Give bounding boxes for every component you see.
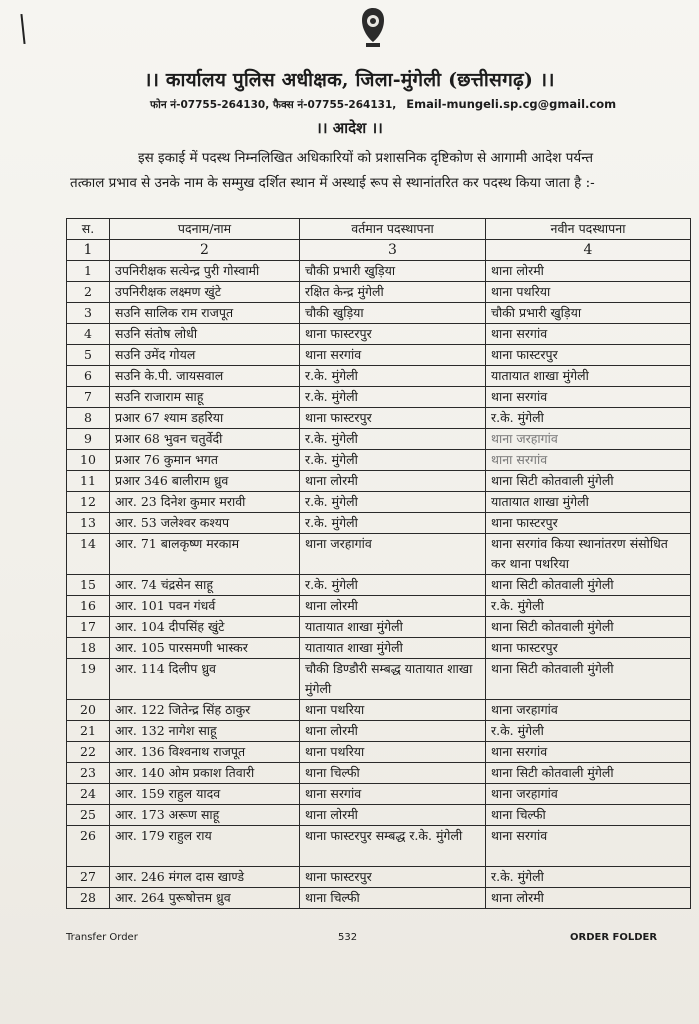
- name-cell: आर. 104 दीपसिंह खुंटे: [110, 617, 300, 638]
- new-posting-cell: यातायात शाखा मुंगेली: [486, 366, 691, 387]
- table-row: [67, 366, 691, 387]
- current-posting-cell: थाना जरहागांव: [300, 534, 486, 575]
- name-cell: आर. 105 पारसमणी भास्कर: [110, 638, 300, 659]
- name-cell: सउनि संतोष लोधी: [110, 324, 300, 345]
- name-cell: उपनिरीक्षक लक्ष्मण खुंटे: [110, 282, 300, 303]
- serial-cell: 10: [67, 450, 110, 471]
- name-cell: आर. 173 अरूण साहू: [110, 805, 300, 826]
- email-address: Email-mungeli.sp.cg@gmail.com: [406, 97, 617, 111]
- name-cell: सउनि के.पी. जायसवाल: [110, 366, 300, 387]
- serial-cell: 25: [67, 805, 110, 826]
- police-emblem-icon: [358, 6, 388, 50]
- current-posting-cell: चौकी प्रभारी खुड़िया: [300, 261, 486, 282]
- header-new-posting: नवीन पदस्थापना: [486, 219, 691, 240]
- serial-cell: 7: [67, 387, 110, 408]
- table-row: [67, 303, 691, 324]
- new-posting-cell: थाना पथरिया: [486, 282, 691, 303]
- table-row: [67, 721, 691, 742]
- serial-cell: 17: [67, 617, 110, 638]
- table-row: [67, 387, 691, 408]
- intro-line-2: तत्काल प्रभाव से उनके नाम के सम्मुख दर्शित स्थान में अस्थाई रूप से स्थानांतरित कर पदस्थ किया जाता है :-: [70, 175, 595, 191]
- name-cell: आर. 136 विश्वनाथ राजपूत: [110, 742, 300, 763]
- new-posting-cell: थाना जरहागांव: [486, 429, 691, 450]
- name-cell: आर. 23 दिनेश कुमार मरावी: [110, 492, 300, 513]
- column-number: 4: [486, 240, 691, 261]
- new-posting-cell: र.के. मुंगेली: [486, 408, 691, 429]
- new-posting-cell: थाना लोरमी: [486, 888, 691, 909]
- new-posting-cell: थाना सिटी कोतवाली मुंगेली: [486, 471, 691, 492]
- serial-cell: 18: [67, 638, 110, 659]
- new-posting-cell: थाना सिटी कोतवाली मुंगेली: [486, 659, 691, 700]
- name-cell: आर. 159 राहुल यादव: [110, 784, 300, 805]
- table-row: [67, 617, 691, 638]
- current-posting-cell: थाना चिल्फी: [300, 888, 486, 909]
- new-posting-cell: थाना चिल्फी: [486, 805, 691, 826]
- new-posting-cell: थाना सरगांव: [486, 387, 691, 408]
- serial-cell: 26: [67, 826, 110, 867]
- new-posting-cell: थाना फास्टरपुर: [486, 638, 691, 659]
- current-posting-cell: थाना सरगांव: [300, 345, 486, 366]
- table-row: [67, 408, 691, 429]
- new-posting-cell: र.के. मुंगेली: [486, 867, 691, 888]
- pen-mark: [20, 14, 25, 44]
- new-posting-cell: र.के. मुंगेली: [486, 596, 691, 617]
- table-row: [67, 596, 691, 617]
- new-posting-cell: थाना सरगांव: [486, 450, 691, 471]
- table-row: [67, 659, 691, 700]
- new-posting-cell: यातायात शाखा मुंगेली: [486, 492, 691, 513]
- current-posting-cell: थाना फास्टरपुर: [300, 408, 486, 429]
- serial-cell: 6: [67, 366, 110, 387]
- serial-cell: 21: [67, 721, 110, 742]
- footer-page-number: 532: [338, 932, 358, 943]
- new-posting-cell: थाना सरगांव किया स्थानांतरण संसोधित कर थाना पथरिया: [486, 534, 691, 575]
- column-number: 1: [67, 240, 110, 261]
- new-posting-cell: चौकी प्रभारी खुड़िया: [486, 303, 691, 324]
- serial-cell: 23: [67, 763, 110, 784]
- name-cell: आर. 53 जलेश्वर कश्यप: [110, 513, 300, 534]
- footer-order-folder: ORDER FOLDER: [570, 932, 658, 943]
- current-posting-cell: चौकी खुड़िया: [300, 303, 486, 324]
- table-header-row: [67, 219, 691, 240]
- table-row: [67, 888, 691, 909]
- current-posting-cell: चौकी डिण्डौरी सम्बद्ध यातायात शाखा मुंगेली: [300, 659, 486, 700]
- new-posting-cell: थाना सिटी कोतवाली मुंगेली: [486, 763, 691, 784]
- serial-cell: 20: [67, 700, 110, 721]
- current-posting-cell: थाना चिल्फी: [300, 763, 486, 784]
- table-row: [67, 492, 691, 513]
- new-posting-cell: थाना जरहागांव: [486, 700, 691, 721]
- current-posting-cell: थाना पथरिया: [300, 700, 486, 721]
- current-posting-cell: थाना सरगांव: [300, 784, 486, 805]
- name-cell: सउनि उमेंद गोयल: [110, 345, 300, 366]
- table-row: [67, 429, 691, 450]
- serial-cell: 2: [67, 282, 110, 303]
- current-posting-cell: र.के. मुंगेली: [300, 575, 486, 596]
- header-current-posting: वर्तमान पदस्थापना: [300, 219, 486, 240]
- table-row: [67, 282, 691, 303]
- serial-cell: 19: [67, 659, 110, 700]
- name-cell: प्रआर 67 श्याम डहरिया: [110, 408, 300, 429]
- table-row: [67, 471, 691, 492]
- table-body: [67, 261, 691, 909]
- name-cell: आर. 132 नागेश साहू: [110, 721, 300, 742]
- new-posting-cell: थाना सरगांव: [486, 324, 691, 345]
- name-cell: प्रआर 76 कुमान भगत: [110, 450, 300, 471]
- new-posting-cell: थाना सिटी कोतवाली मुंगेली: [486, 617, 691, 638]
- column-number: 2: [110, 240, 300, 261]
- serial-cell: 5: [67, 345, 110, 366]
- name-cell: आर. 246 मंगल दास खाण्डे: [110, 867, 300, 888]
- serial-cell: 15: [67, 575, 110, 596]
- transfer-table: [66, 218, 691, 909]
- table-row: [67, 742, 691, 763]
- table-row: [67, 534, 691, 575]
- serial-cell: 27: [67, 867, 110, 888]
- name-cell: आर. 71 बालकृष्ण मरकाम: [110, 534, 300, 575]
- table-row: [67, 345, 691, 366]
- current-posting-cell: यातायात शाखा मुंगेली: [300, 638, 486, 659]
- current-posting-cell: थाना लोरमी: [300, 805, 486, 826]
- name-cell: सउनि राजाराम साहू: [110, 387, 300, 408]
- current-posting-cell: थाना लोरमी: [300, 721, 486, 742]
- table-row: [67, 805, 691, 826]
- new-posting-cell: थाना जरहागांव: [486, 784, 691, 805]
- name-cell: आर. 114 दिलीप ध्रुव: [110, 659, 300, 700]
- name-cell: आर. 264 पुरूषोत्तम ध्रुव: [110, 888, 300, 909]
- current-posting-cell: थाना लोरमी: [300, 471, 486, 492]
- office-title: ।। कार्यालय पुलिस अधीक्षक, जिला-मुंगेली (छत्तीसगढ़) ।।: [144, 69, 555, 91]
- serial-cell: 9: [67, 429, 110, 450]
- phone-fax: फोन नं-07755-264130, फैक्स नं-07755-264131,: [150, 99, 397, 111]
- new-posting-cell: र.के. मुंगेली: [486, 721, 691, 742]
- name-cell: प्रआर 68 भुवन चतुर्वेदी: [110, 429, 300, 450]
- serial-cell: 13: [67, 513, 110, 534]
- intro-line-1: इस इकाई में पदस्थ निम्नलिखित अधिकारियों को प्रशासनिक दृष्टिकोण से आगामी आदेश पर्यन्त: [138, 150, 594, 166]
- table-row: [67, 513, 691, 534]
- column-number: 3: [300, 240, 486, 261]
- serial-cell: 24: [67, 784, 110, 805]
- order-heading: ।। आदेश ।।: [316, 119, 383, 137]
- current-posting-cell: र.के. मुंगेली: [300, 387, 486, 408]
- table-row: [67, 826, 691, 867]
- serial-cell: 14: [67, 534, 110, 575]
- serial-cell: 1: [67, 261, 110, 282]
- current-posting-cell: रक्षित केन्द्र मुंगेली: [300, 282, 486, 303]
- name-cell: आर. 74 चंद्रसेन साहू: [110, 575, 300, 596]
- name-cell: आर. 101 पवन गंधर्व: [110, 596, 300, 617]
- name-cell: आर. 179 राहुल राय: [110, 826, 300, 867]
- table-row: [67, 261, 691, 282]
- name-cell: सउनि सालिक राम राजपूत: [110, 303, 300, 324]
- current-posting-cell: र.के. मुंगेली: [300, 492, 486, 513]
- table-row: [67, 867, 691, 888]
- current-posting-cell: र.के. मुंगेली: [300, 450, 486, 471]
- serial-cell: 22: [67, 742, 110, 763]
- table-row: [67, 450, 691, 471]
- serial-cell: 11: [67, 471, 110, 492]
- current-posting-cell: यातायात शाखा मुंगेली: [300, 617, 486, 638]
- table-row: [67, 324, 691, 345]
- header-serial: स.: [67, 219, 110, 240]
- new-posting-cell: थाना सरगांव: [486, 826, 691, 867]
- new-posting-cell: थाना सिटी कोतवाली मुंगेली: [486, 575, 691, 596]
- serial-cell: 12: [67, 492, 110, 513]
- new-posting-cell: थाना फास्टरपुर: [486, 513, 691, 534]
- table-row: [67, 575, 691, 596]
- new-posting-cell: थाना फास्टरपुर: [486, 345, 691, 366]
- name-cell: आर. 122 जितेन्द्र सिंह ठाकुर: [110, 700, 300, 721]
- table-column-number-row: [67, 240, 691, 261]
- current-posting-cell: थाना फास्टरपुर सम्बद्ध र.के. मुंगेली: [300, 826, 486, 867]
- current-posting-cell: र.के. मुंगेली: [300, 429, 486, 450]
- table-row: [67, 763, 691, 784]
- serial-cell: 3: [67, 303, 110, 324]
- table-row: [67, 784, 691, 805]
- name-cell: प्रआर 346 बालीराम ध्रुव: [110, 471, 300, 492]
- footer-transfer-order: Transfer Order: [66, 932, 138, 943]
- contact-line: [150, 97, 616, 112]
- table-row: [67, 638, 691, 659]
- current-posting-cell: र.के. मुंगेली: [300, 366, 486, 387]
- new-posting-cell: थाना सरगांव: [486, 742, 691, 763]
- new-posting-cell: थाना लोरमी: [486, 261, 691, 282]
- header-name: पदनाम/नाम: [110, 219, 300, 240]
- current-posting-cell: थाना पथरिया: [300, 742, 486, 763]
- current-posting-cell: थाना फास्टरपुर: [300, 867, 486, 888]
- current-posting-cell: थाना फास्टरपुर: [300, 324, 486, 345]
- serial-cell: 4: [67, 324, 110, 345]
- current-posting-cell: थाना लोरमी: [300, 596, 486, 617]
- name-cell: उपनिरीक्षक सत्येन्द्र पुरी गोस्वामी: [110, 261, 300, 282]
- name-cell: आर. 140 ओम प्रकाश तिवारी: [110, 763, 300, 784]
- table-row: [67, 700, 691, 721]
- current-posting-cell: र.के. मुंगेली: [300, 513, 486, 534]
- serial-cell: 16: [67, 596, 110, 617]
- serial-cell: 8: [67, 408, 110, 429]
- serial-cell: 28: [67, 888, 110, 909]
